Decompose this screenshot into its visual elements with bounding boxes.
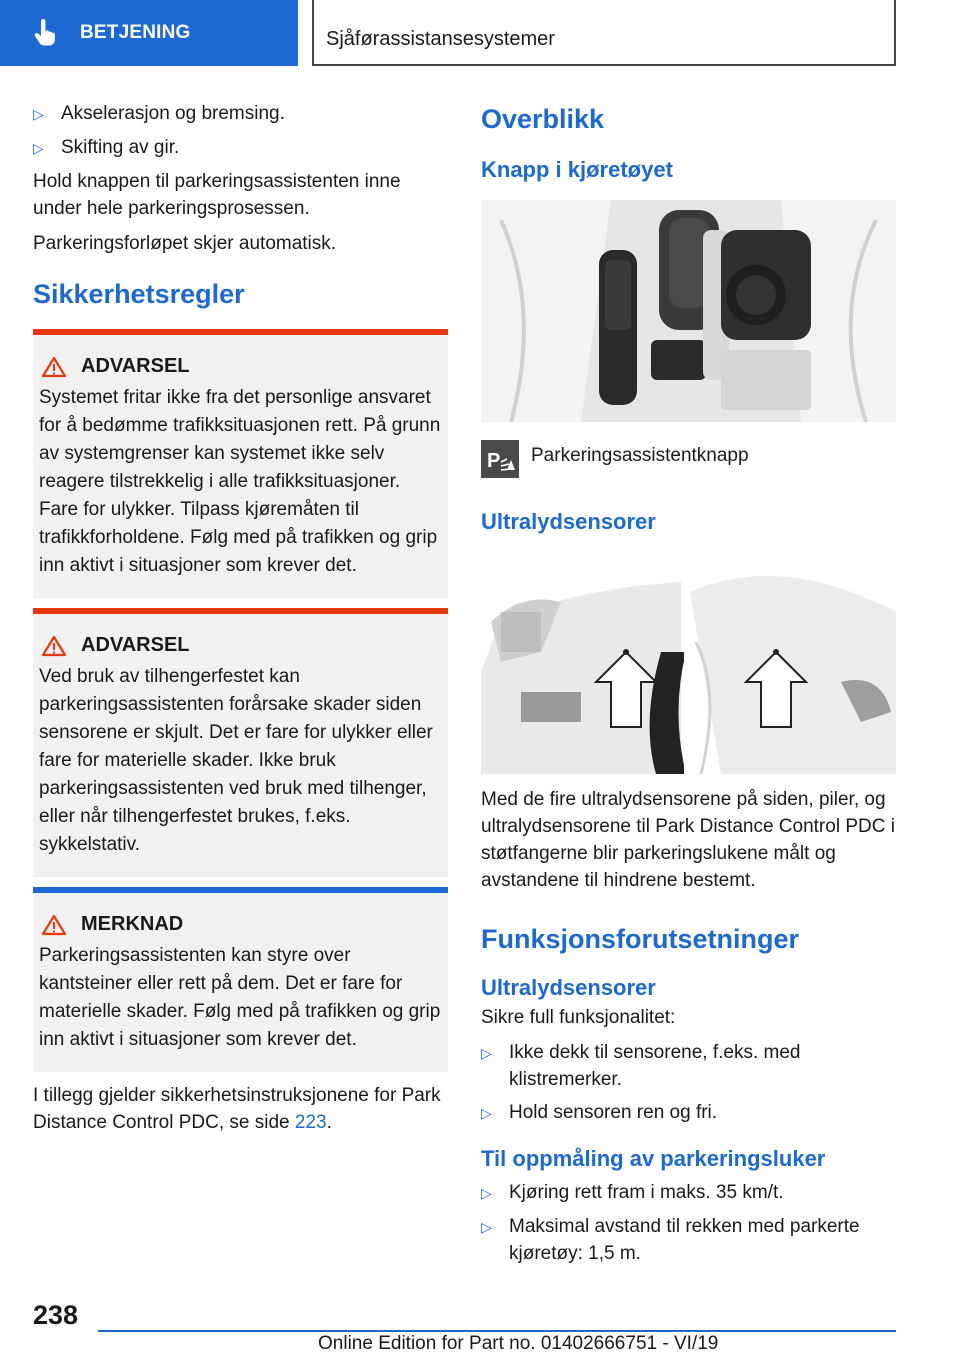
edition-note: Online Edition for Part no. 01402666751 - VI/19 (318, 1333, 719, 1354)
warning-text: Systemet fritar ikke fra det personlige ansvaret for å bedømme trafikksituasjonen rett. På grunn av systemgrenser kan systemet ikke selv reagere tilstrekkelig i alle trafikksituasjoner. Fare for ulykker. Tilpass kjøremåten til trafikkforholdene. Følg med på trafikken og grip inn aktivt i situasjoner som krever det. (39, 387, 441, 576)
page-header (0, 0, 960, 66)
footer-divider (98, 1330, 896, 1332)
list-item: ▷ Kjøring rett fram i maks. 35 km/t. (481, 1179, 896, 1207)
list-item: ▷ Ikke dekk til sensorene, f.eks. med klistremerker. (481, 1039, 896, 1093)
section-heading: Sikkerhetsregler (33, 279, 245, 309)
notice-text: Parkeringsassistenten kan styre over kantsteiner eller rett på dem. Det er fare for materielle skader. Følg med på trafikken og grip inn aktivt i situasjoner som krever det. (39, 945, 441, 1050)
warning-text: Ved bruk av tilhengerfestet kan parkeringsassistenten forårsake skader siden sensorene er skjult. Det er fare for ulykker eller fare for materielle skader. Ikke bruk parkeringsassistenten ved bruk med tilhenger, eller når tilhengerfestet brukes, f.eks. sykkelstativ. (39, 666, 433, 855)
list-item: ▷ Maksimal avstand til rekken med parkerte kjøretøy: 1,5 m. (481, 1213, 896, 1267)
paragraph: I tillegg gjelder sikkerhetsinstruksjonene for Park Distance Control PDC, se side 223. (33, 1085, 441, 1133)
warning-triangle-icon (41, 635, 67, 657)
subsection-heading: Ultralydsensorer (481, 509, 656, 534)
park-assist-button-icon (481, 440, 519, 478)
subsection-heading: Knapp i kjøretøyet (481, 157, 673, 182)
notice-box: MERKNAD Parkeringsassistenten kan styre over kantsteiner eller rett på dem. Det er fare for materielle skader. Følg med på trafikken og grip inn aktivt i situasjoner som krever det. (33, 887, 448, 1072)
page-reference-link[interactable]: 223 (294, 1112, 327, 1133)
paragraph: Med de fire ultralydsensorene på siden, piler, og ultralydsensorene til Park Distance Control PDC i støtfangerne blir parkeringslukene målt og avstandene til hindrene bestemt. (481, 789, 895, 891)
section-tab (0, 0, 298, 66)
list-item: ▷ Hold sensoren ren og fri. (481, 1099, 896, 1127)
paragraph: Sikre full funksjonalitet: (481, 1007, 676, 1028)
list-item: ▷ Skifting av gir. (33, 134, 448, 162)
warning-box: ADVARSEL Systemet fritar ikke fra det personlige ansvaret for å bedømme trafikksituasjonen rett. På grunn av systemgrenser kan systemet ikke selv reagere tilstrekkelig i alle trafikksituasjoner. Fare for ulykker. Tilpass kjøremåten til trafikkforholdene. Følg med på trafikken og grip inn aktivt i situasjoner som krever det. (33, 329, 448, 598)
left-column (33, 100, 448, 1136)
list-item: ▷ Akselerasjon og bremsing. (33, 100, 448, 128)
paragraph: Parkeringsforløpet skjer automatisk. (33, 233, 337, 254)
section-label: BETJENING (80, 22, 191, 43)
chapter-title: Sjåførassistansesystemer (312, 0, 896, 66)
paragraph: Hold knappen til parkeringsassistenten inne under hele parkeringsprosessen. (33, 171, 401, 219)
bullet-triangle-icon: ▷ (481, 1105, 492, 1121)
warning-triangle-icon (41, 356, 67, 378)
section-heading: Overblikk (481, 104, 605, 134)
warning-box: ADVARSEL Ved bruk av tilhengerfestet kan parkeringsassistenten forårsake skader siden sensorene er skjult. Det er fare for ulykker eller fare for materielle skader. Ikke bruk parkeringsassistenten ved bruk med tilhenger, eller når tilhengerfestet brukes, f.eks. sykkelstativ. (33, 608, 448, 877)
bullet-triangle-icon: ▷ (481, 1219, 492, 1235)
ultrasonic-sensors-photo (481, 552, 896, 774)
center-console-photo (481, 200, 896, 422)
bullet-triangle-icon: ▷ (33, 106, 44, 122)
warning-triangle-icon (41, 914, 67, 936)
bullet-triangle-icon: ▷ (481, 1045, 492, 1061)
subsection-heading: Til oppmåling av parkeringsluker (481, 1146, 826, 1171)
button-legend (481, 440, 896, 478)
button-label: Parkeringsassistentknapp (531, 445, 749, 466)
right-column (481, 100, 896, 1273)
section-heading: Funksjonsforutsetninger (481, 924, 800, 954)
svg-text:P: P (487, 450, 501, 472)
hand-pointer-icon (32, 19, 58, 47)
page-number: 238 (33, 1300, 79, 1330)
bullet-triangle-icon: ▷ (33, 140, 44, 156)
bullet-triangle-icon: ▷ (481, 1185, 492, 1201)
subsection-heading: Ultralydsensorer (481, 975, 656, 1000)
